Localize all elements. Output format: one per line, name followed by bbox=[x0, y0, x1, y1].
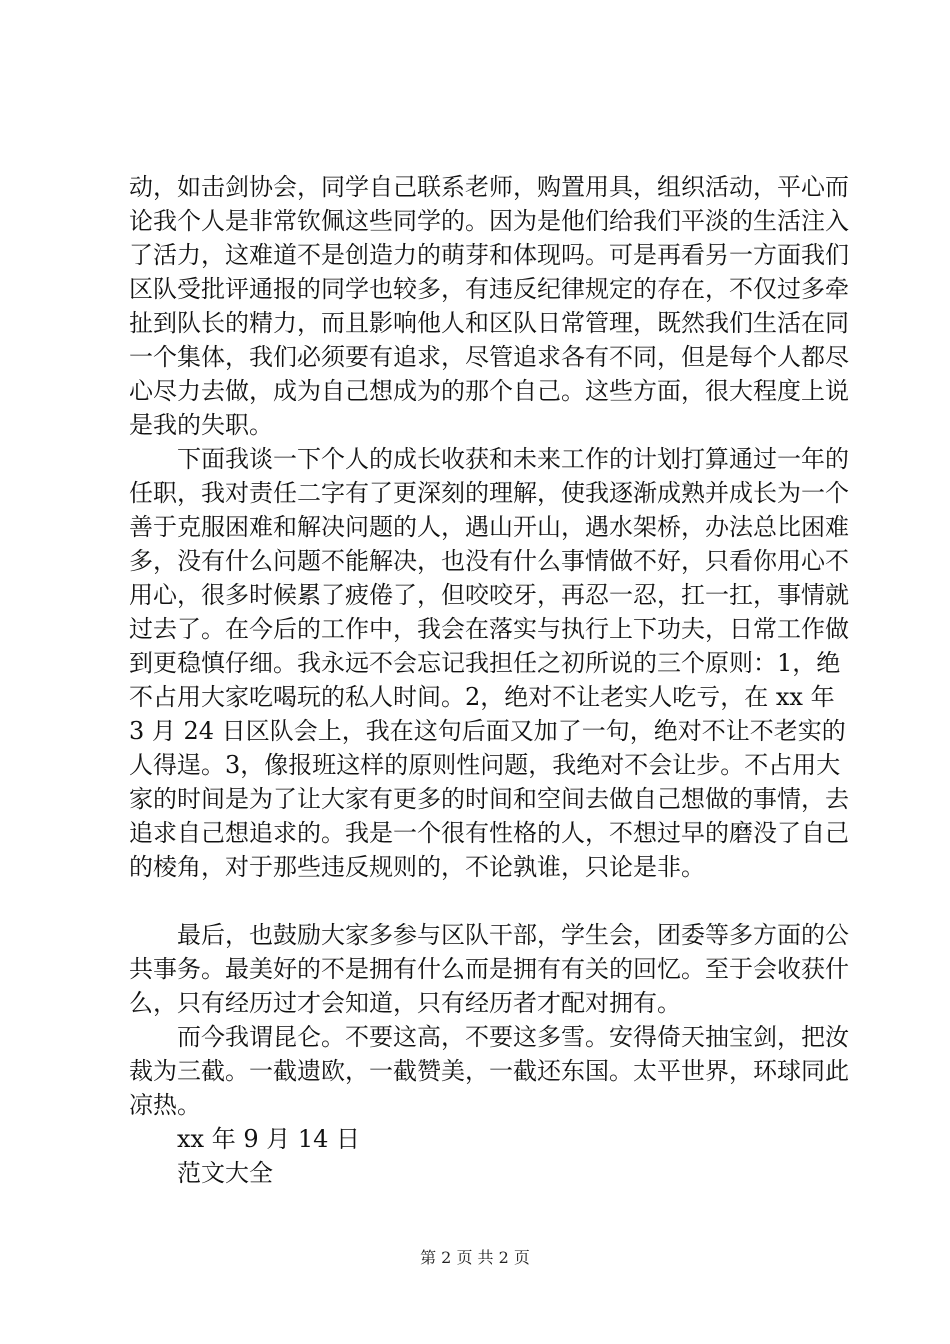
paragraph-encouragement: 最后，也鼓励大家多参与区队干部，学生会，团委等多方面的公共事务。最美好的不是拥有什么而是拥有有关的回忆。至于会收获什么，只有经历过才会知道，只有经历者才配对拥有。 bbox=[129, 921, 849, 1017]
signature-source: 范文大全 bbox=[177, 1159, 273, 1187]
signature-date: xx 年 9 月 14 日 bbox=[177, 1125, 361, 1153]
paragraph-poem: 而今我谓昆仑。不要这高，不要这多雪。安得倚天抽宝剑，把汝裁为三截。一截遗欧，一截赞美，一截还东国。太平世界，环球同此凉热。 bbox=[129, 1023, 849, 1119]
page-number: 第 2 页 共 2 页 bbox=[420, 1248, 530, 1267]
paragraph-spacer bbox=[129, 884, 849, 918]
paragraph-growth: 下面我谈一下个人的成长收获和未来工作的计划打算通过一年的任职，我对责任二字有了更深刻的理解，使我逐渐成熟并成长为一个善于克服困难和解决问题的人，遇山开山，遇水架桥，办法总比困难多，没有什么问题不能解决，也没有什么事情做不好，只看你用心不用心，很多时候累了疲倦了，但咬咬牙，再忍一忍，扛一扛，事情就过去了。在今后的工作中，我会在落实与执行上下功夫，日常工作做到更稳慎仔细。我永远不会忘记我担任之初所说的三个原则：1，绝不占用大家吃喝玩的私人时间。2，绝对不让老实人吃亏，在 xx 年 3 月 24 日区队会上，我在这句后面又加了一句，绝对不让不老实的人得逞。3，像报班这样的原则性问题，我绝对不会让步。不占用大家的时间是为了让大家有更多的时间和空间去做自己想做的事情，去追求自己想追求的。我是一个很有性格的人，不想过早的磨没了自己的棱角，对于那些违反规则的，不论孰谁，只论是非。 bbox=[129, 445, 849, 881]
paragraph-continuation: 动，如击剑协会，同学自己联系老师，购置用具，组织活动，平心而论我个人是非常钦佩这些同学的。因为是他们给我们平淡的生活注入了活力，这难道不是创造力的萌芽和体现吗。可是再看另一方面我们区队受批评通报的同学也较多，有违反纪律规定的存在，不仅过多牵扯到队长的精力，而且影响他人和区队日常管理，既然我们生活在同一个集体，我们必须要有追求，尽管追求各有不同，但是每个人都尽心尽力去做，成为自己想成为的那个自己。这些方面，很大程度上说是我的失职。 bbox=[129, 173, 849, 439]
document-body bbox=[129, 170, 849, 1190]
